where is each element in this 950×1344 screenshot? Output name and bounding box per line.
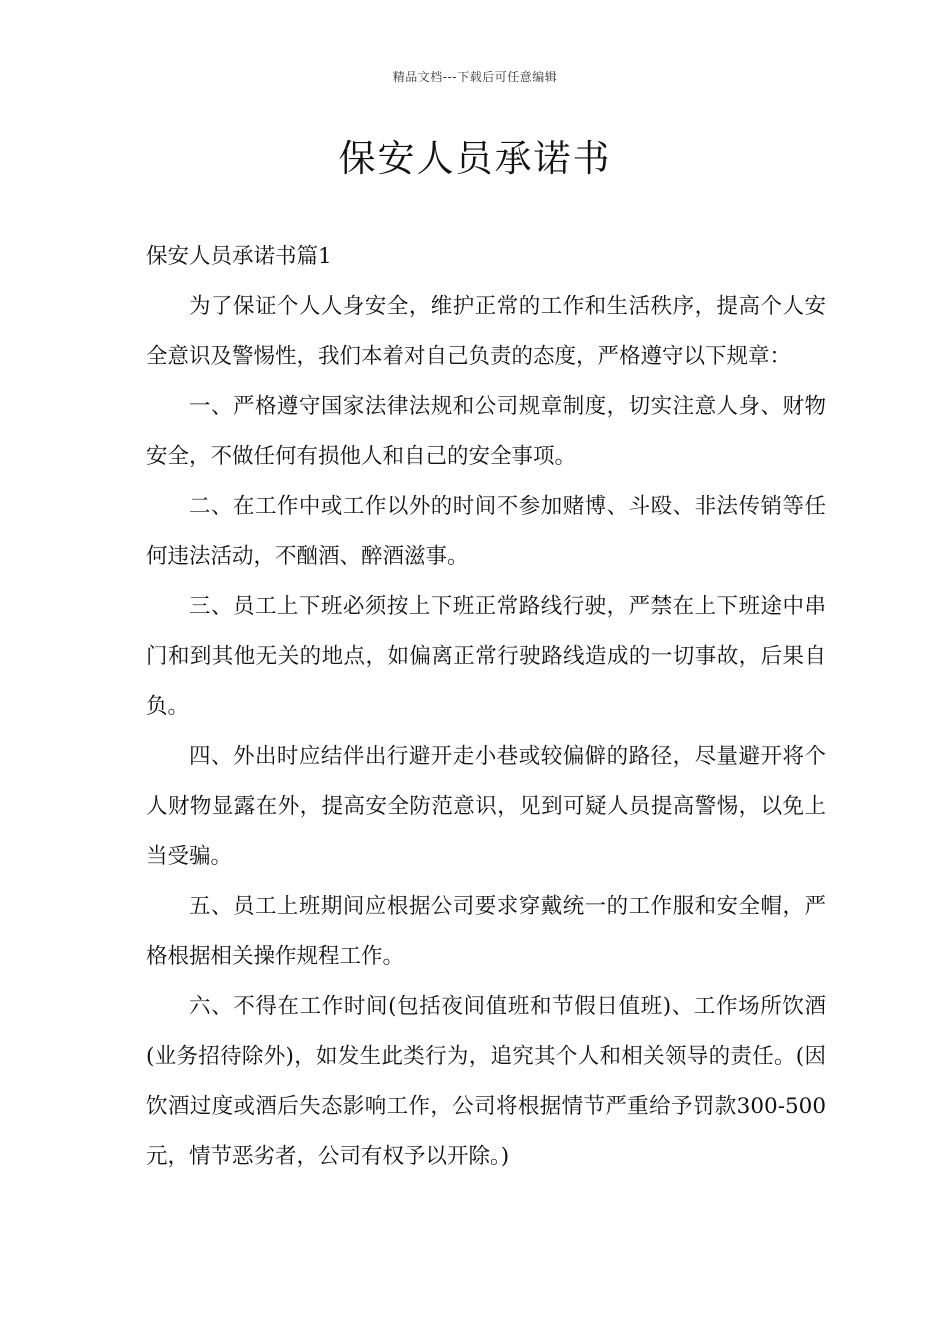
intro-paragraph: 为了保证个人人身安全，维护正常的工作和生活秩序，提高个人安全意识及警惕性，我们本着对自己负责的态度，严格遵守以下规章： bbox=[146, 294, 826, 369]
rule-2-paragraph: 二、在工作中或工作以外的时间不参加赌博、斗殴、非法传销等任何违法活动，不酗酒、醉酒滋事。 bbox=[146, 494, 826, 569]
rule-3-paragraph: 三、员工上下班必须按上下班正常路线行驶，严禁在上下班途中串门和到其他无关的地点，如偏离正常行驶路线造成的一切事故，后果自负。 bbox=[146, 594, 826, 719]
rule-1-paragraph: 一、严格遵守国家法律法规和公司规章制度，切实注意人身、财物安全，不做任何有损他人和自己的安全事项。 bbox=[146, 394, 826, 469]
rule-6-paragraph: 六、不得在工作时间(包括夜间值班和节假日值班)、工作场所饮酒(业务招待除外)，如发生此类行为，追究其个人和相关领导的责任。(因饮酒过度或酒后失态影响工作，公司将根据情节严重给予罚款300-500元，情节恶劣者，公司有权予以开除。) bbox=[146, 994, 826, 1169]
rule-4-paragraph: 四、外出时应结伴出行避开走小巷或较偏僻的路径，尽量避开将个人财物显露在外，提高安全防范意识，见到可疑人员提高警惕，以免上当受骗。 bbox=[146, 744, 826, 869]
section-heading: 保安人员承诺书篇1 bbox=[146, 244, 332, 269]
document-body bbox=[146, 232, 826, 1182]
rule-5-paragraph: 五、员工上班期间应根据公司要求穿戴统一的工作服和安全帽，严格根据相关操作规程工作。 bbox=[146, 894, 826, 969]
header-note: 精品文档---下载后可任意编辑 bbox=[392, 70, 558, 84]
document-title: 保安人员承诺书 bbox=[338, 137, 612, 180]
